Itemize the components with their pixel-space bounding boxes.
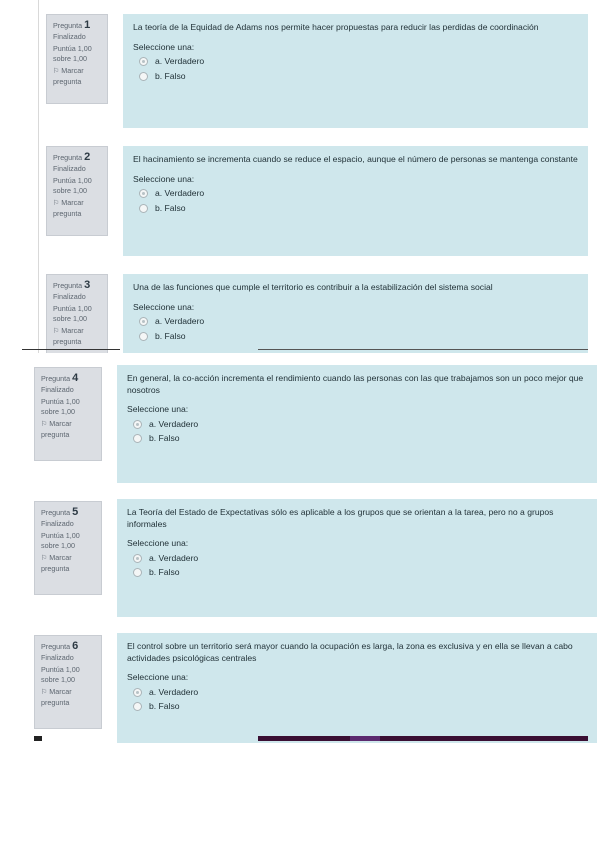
answer-prompt: Seleccione una:: [127, 538, 189, 548]
option-false[interactable]: [133, 433, 587, 445]
option-false[interactable]: [139, 71, 578, 83]
option-label: b. Falso: [149, 567, 180, 577]
question-text: Una de las funciones que cumple el territorio es contribuir a la estabilización del sistema social: [133, 282, 493, 292]
question-state: Finalizado: [53, 31, 86, 41]
question-state: Finalizado: [41, 518, 74, 528]
option-label: a. Verdadero: [149, 552, 199, 563]
option-true[interactable]: [139, 188, 578, 200]
flag-icon: ⚐: [53, 68, 60, 75]
question-text: La teoría de la Equidad de Adams nos permite hacer propuestas para reducir las perdidas de coordinación: [133, 22, 539, 32]
question-content: [117, 365, 597, 483]
question-number: Pregunta 1: [53, 19, 91, 31]
option-label: a. Verdadero: [155, 316, 205, 326]
question-text: El control sobre un territorio será mayor cuando la ocupación es larga, la zona es exclusiva y en ella se llevan a cabo actividades psicológicas centrales: [127, 641, 573, 663]
option-label: b. Falso: [155, 330, 186, 341]
option-true[interactable]: [133, 553, 587, 565]
question-content: [123, 146, 588, 256]
radio-selected-icon[interactable]: [133, 420, 142, 429]
question-text: La Teoría del Estado de Expectativas sólo es aplicable a los grupos que se orientan a la tarea, pero no a grupos informales: [127, 507, 554, 529]
screenshot-top: [0, 0, 600, 353]
screenshot-bottom: [0, 353, 600, 743]
question-state: Finalizado: [53, 291, 86, 301]
option-false[interactable]: [139, 331, 578, 343]
question-text: En general, la co-acción incrementa el rendimiento cuando las personas con las que trabajamos son un poco mejor que nosotros: [127, 373, 584, 395]
question-grade: Puntúa 1,00 sobre 1,00: [41, 397, 80, 416]
flag-icon: ⚐: [41, 555, 48, 562]
option-true[interactable]: [139, 56, 578, 68]
option-label: b. Falso: [155, 70, 186, 81]
flag-question-link[interactable]: ⚐ Marcar pregunta: [53, 66, 84, 86]
option-label: a. Verdadero: [149, 686, 199, 697]
radio-selected-icon[interactable]: [139, 317, 148, 326]
footer-strip: [258, 736, 588, 741]
option-label: a. Verdadero: [155, 188, 205, 198]
flag-question-link[interactable]: ⚐ Marcar pregunta: [53, 198, 84, 218]
option-label: a. Verdadero: [149, 418, 199, 429]
slice-divider: [258, 349, 588, 350]
question-content: [123, 274, 588, 353]
question-info: [46, 146, 108, 236]
radio-icon[interactable]: [139, 72, 148, 81]
slice-divider: [22, 349, 120, 350]
question-grade: Puntúa 1,00 sobre 1,00: [41, 665, 80, 684]
footer-strip: [34, 736, 42, 741]
question-grade: Puntúa 1,00 sobre 1,00: [53, 44, 92, 63]
option-true[interactable]: [139, 316, 578, 328]
answer-prompt: Seleccione una:: [127, 404, 189, 414]
question-state: Finalizado: [41, 384, 74, 394]
question-content: [117, 633, 597, 743]
flag-question-link[interactable]: ⚐ Marcar pregunta: [41, 419, 72, 439]
option-label: a. Verdadero: [155, 56, 205, 66]
radio-icon[interactable]: [133, 568, 142, 577]
flag-question-link[interactable]: ⚐ Marcar pregunta: [41, 687, 72, 707]
answer-prompt: Seleccione una:: [133, 41, 195, 52]
question-info: [46, 274, 108, 353]
option-label: b. Falso: [155, 202, 186, 213]
question-info: [46, 14, 108, 104]
flag-question-link[interactable]: ⚐ Marcar pregunta: [41, 553, 72, 573]
question-number: Pregunta 4: [41, 372, 79, 384]
radio-icon[interactable]: [133, 434, 142, 443]
question-grade: Puntúa 1,00 sobre 1,00: [53, 304, 92, 323]
option-label: b. Falso: [149, 701, 180, 711]
option-label: b. Falso: [149, 433, 180, 443]
flag-question-link[interactable]: ⚐ Marcar pregunta: [53, 326, 84, 346]
radio-icon[interactable]: [139, 204, 148, 213]
option-false[interactable]: [133, 567, 587, 579]
flag-icon: ⚐: [41, 421, 48, 428]
radio-icon[interactable]: [139, 332, 148, 341]
radio-selected-icon[interactable]: [139, 57, 148, 66]
radio-selected-icon[interactable]: [133, 554, 142, 563]
question-content: [117, 499, 597, 617]
radio-selected-icon[interactable]: [139, 189, 148, 198]
flag-icon: ⚐: [41, 689, 48, 696]
question-info: [34, 501, 102, 595]
question-grade: Puntúa 1,00 sobre 1,00: [41, 531, 80, 550]
question-number: Pregunta 6: [41, 640, 79, 652]
question-info: [34, 635, 102, 729]
question-grade: Puntúa 1,00 sobre 1,00: [53, 176, 92, 195]
question-content: [123, 14, 588, 128]
answer-prompt: Seleccione una:: [133, 173, 195, 184]
question-state: Finalizado: [41, 652, 74, 662]
flag-icon: ⚐: [53, 328, 60, 335]
question-number: Pregunta 2: [53, 151, 91, 163]
footer-strip-accent: [350, 736, 380, 741]
option-true[interactable]: [133, 687, 587, 699]
question-state: Finalizado: [53, 163, 86, 173]
flag-icon: ⚐: [53, 200, 60, 207]
question-number: Pregunta 5: [41, 506, 79, 518]
radio-icon[interactable]: [133, 702, 142, 711]
answer-prompt: Seleccione una:: [127, 672, 189, 682]
option-false[interactable]: [139, 203, 578, 215]
answer-prompt: Seleccione una:: [133, 301, 195, 312]
option-true[interactable]: [133, 419, 587, 431]
option-false[interactable]: [133, 701, 587, 713]
question-text: El hacinamiento se incrementa cuando se reduce el espacio, aunque el número de personas se mantenga constante: [133, 154, 578, 164]
left-divider: [38, 0, 39, 353]
question-number: Pregunta 3: [53, 279, 91, 291]
question-info: [34, 367, 102, 461]
radio-selected-icon[interactable]: [133, 688, 142, 697]
